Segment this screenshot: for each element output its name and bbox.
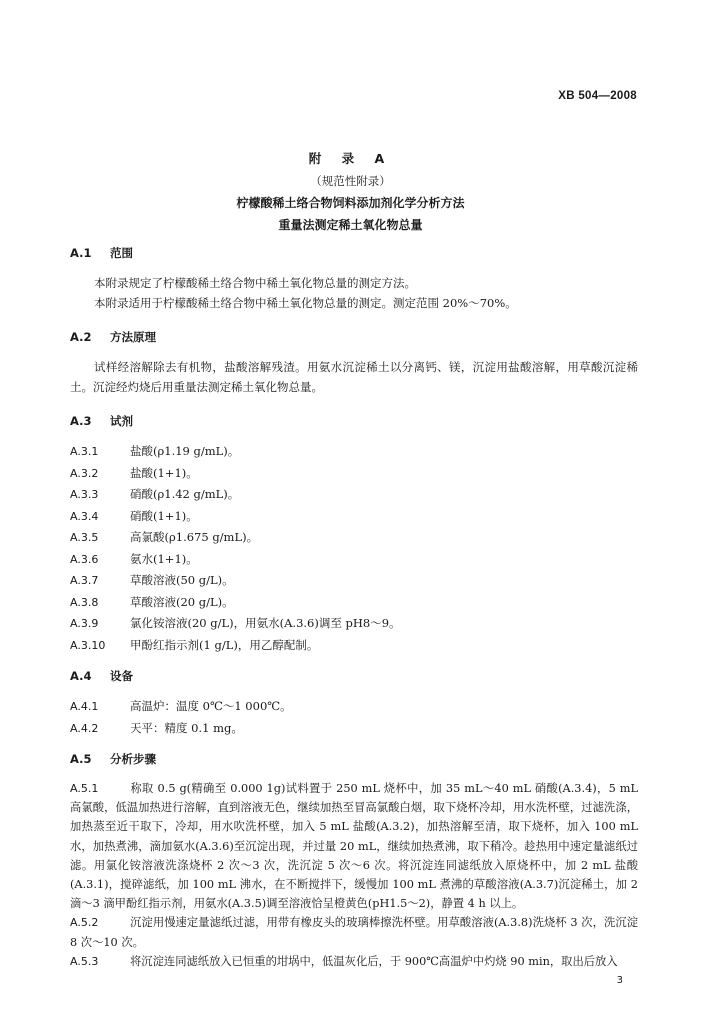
item-number: A.3.7 — [70, 574, 99, 587]
normative-label: （规范性附录） — [310, 174, 391, 188]
section-number: A.4 — [70, 669, 92, 683]
item-text: 高氯酸(ρ1.675 g/mL)。 — [130, 530, 259, 544]
step-number: A.5.2 — [70, 916, 99, 930]
section-title: 方法原理 — [110, 330, 156, 344]
document-title: 柠檬酸稀土络合物饲料添加剂化学分析方法 — [236, 196, 465, 210]
reagent-item — [70, 484, 638, 506]
section-title: 范围 — [110, 246, 133, 260]
section-title: 试剂 — [110, 414, 133, 428]
section-heading-equipment — [70, 666, 638, 686]
annex-label: 附 录 A — [308, 151, 393, 166]
reagent-item — [70, 463, 638, 485]
reagent-item — [70, 527, 638, 549]
item-number: A.3.4 — [70, 509, 99, 523]
procedure-step — [70, 913, 638, 951]
item-number: A.3.9 — [70, 617, 99, 630]
item-number: A.3.8 — [70, 595, 99, 609]
section-title: 设备 — [110, 669, 133, 683]
procedure-step — [70, 779, 638, 913]
page-number: 3 — [616, 975, 623, 986]
reagent-item — [70, 592, 638, 614]
section-title: 分析步骤 — [110, 752, 156, 766]
item-text: 硝酸(ρ1.42 g/mL)。 — [130, 487, 240, 501]
item-number: A.4.1 — [70, 700, 99, 713]
step-text: 沉淀用慢速定量滤纸过滤，用带有橡皮头的玻璃棒擦洗杯壁。用草酸溶液(A.3.8)洗烧杯 3 次，洗沉淀 8 次～10 次。 — [70, 916, 638, 949]
item-text: 草酸溶液(20 g/L)。 — [130, 594, 234, 609]
reagent-item — [70, 613, 638, 635]
section-number: A.5 — [70, 752, 92, 766]
section-heading-scope — [70, 243, 638, 263]
section-number: A.3 — [70, 414, 92, 428]
item-text: 氯化铵溶液(20 g/L)，用氨水(A.3.6)调至 pH8～9。 — [130, 616, 401, 630]
item-text: 高温炉：温度 0℃～1 000℃。 — [130, 699, 292, 713]
reagent-item — [70, 635, 638, 657]
item-number: A.3.3 — [70, 488, 99, 501]
item-number: A.3.2 — [70, 466, 99, 480]
paragraph: 本附录规定了柠檬酸稀土络合物中稀土氧化物总量的测定方法。 — [94, 276, 416, 290]
step-number: A.5.3 — [70, 954, 99, 968]
equipment-item — [70, 696, 638, 718]
item-number: A.3.1 — [70, 445, 99, 458]
step-text: 称取 0.5 g(精确至 0.000 1g)试料置于 250 mL 烧杯中，加 35 mL～40 mL 硝酸(A.3.4)，5 mL 高氯酸，低温加热进行溶解，直到溶液无色，继续加热至冒高氯酸白烟，取下烧杯冷却，用水洗杯壁，过滤洗涤，加热蒸至近干取下，冷却，用水吹洗杯壁，加入 5 mL 盐酸(A.3.2)，加热溶解至清，取下烧杯，加入 100 mL 水，加热煮沸，滴加氨水(A.3.6)至沉淀出现，并过量 20 mL，继续加热煮沸，取下稍冷。趁热用中速定量滤纸过滤。用氯化铵溶液洗涤烧杯 2 次～3 次，洗沉淀 5 次～6 次。将沉淀连同滤纸放入原烧杯中，加 2 mL 盐酸(A.3.1)，搅碎滤纸，加 100 mL 沸水，在不断搅拌下，缓慢加 100 mL 煮沸的草酸溶液(A.3.7)沉淀稀土，加 2 滴～3 滴甲酚红指示剂，用氨水(A.3.5)调至溶液恰呈橙黄色(pH1.5～2)，静置 4 h 以上。 — [70, 782, 638, 911]
item-text: 草酸溶液(50 g/L)。 — [130, 573, 234, 587]
annex-title-block — [0, 148, 701, 236]
section-number: A.1 — [70, 246, 92, 260]
section-number: A.2 — [70, 330, 92, 344]
procedure-step — [70, 952, 638, 971]
section-heading-reagents — [70, 411, 638, 431]
section-heading-procedure — [70, 749, 638, 769]
step-number: A.5.1 — [70, 782, 99, 795]
item-number: A.3.5 — [70, 531, 99, 544]
item-text: 氨水(1+1)。 — [130, 551, 198, 566]
item-number: A.3.6 — [70, 552, 99, 566]
step-text: 将沉淀连同滤纸放入已恒重的坩埚中，低温灰化后，于 900℃高温炉中灼烧 90 min，取出后放入 — [130, 954, 618, 968]
reagent-item — [70, 570, 638, 592]
item-text: 甲酚红指示剂(1 g/L)，用乙醇配制。 — [130, 637, 319, 652]
section-heading-principle — [70, 327, 638, 347]
reagent-item — [70, 441, 638, 463]
reagent-item — [70, 506, 638, 528]
paragraph: 试样经溶解除去有机物，盐酸溶解残渣。用氨水沉淀稀土以分离钙、镁，沉淀用盐酸溶解，用草酸沉淀稀土。沉淀经灼烧后用重量法测定稀土氧化物总量。 — [70, 360, 638, 394]
item-text: 硝酸(1+1)。 — [130, 508, 198, 523]
item-text: 天平：精度 0.1 mg。 — [130, 720, 243, 735]
document-body — [70, 243, 638, 971]
document-subtitle: 重量法测定稀土氧化物总量 — [278, 218, 423, 232]
equipment-item — [70, 718, 638, 740]
item-text: 盐酸(1+1)。 — [130, 465, 198, 480]
reagent-item — [70, 549, 638, 571]
paragraph: 本附录适用于柠檬酸稀土络合物中稀土氧化物总量的测定。测定范围 20%～70%。 — [94, 296, 517, 310]
item-number: A.3.10 — [70, 638, 106, 652]
standard-code: XB 504—2008 — [558, 90, 637, 102]
item-text: 盐酸(ρ1.19 g/mL)。 — [130, 444, 240, 458]
item-number: A.4.2 — [70, 721, 99, 735]
